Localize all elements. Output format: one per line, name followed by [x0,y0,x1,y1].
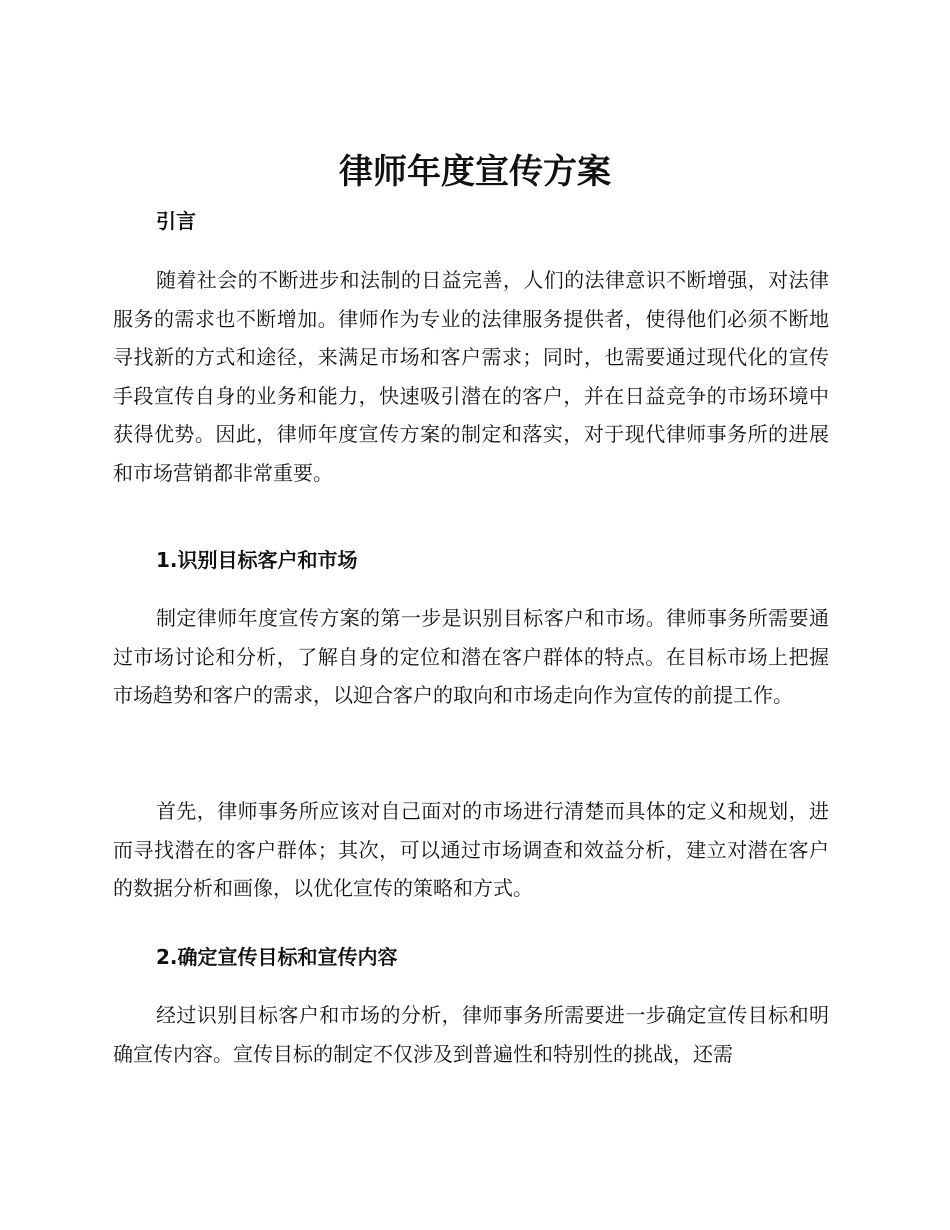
paragraph-intro: 随着社会的不断进步和法制的日益完善，人们的法律意识不断增强，对法律服务的需求也不断增加。律师作为专业的法律服务提供者，使得他们必须不断地寻找新的方式和途径，来满足市场和客户需求；同时，也需要通过现代化的宣传手段宣传自身的业务和能力，快速吸引潜在的客户，并在日益竞争的市场环境中获得优势。因此，律师年度宣传方案的制定和落实，对于现代律师事务所的进展和市场营销都非常重要。 [113,268,829,485]
paragraph-1-2: 首先，律师事务所应该对自己面对的市场进行清楚而具体的定义和规划，进而寻找潜在的客户群体；其次，可以通过市场调查和效益分析，建立对潜在客户的数据分析和画像，以优化宣传的策略和方式。 [113,799,829,900]
document-title: 律师年度宣传方案 [339,152,611,192]
paragraph-2-1: 经过识别目标客户和市场的分析，律师事务所需要进一步确定宣传目标和明确宣传内容。宣传目标的制定不仅涉及到普遍性和特别性的挑战，还需 [113,1003,829,1066]
section-heading-1: 1.识别目标客户和市场 [156,548,358,572]
paragraph-1-1: 制定律师年度宣传方案的第一步是识别目标客户和市场。律师事务所需要通过市场讨论和分析，了解自身的定位和潜在客户群体的特点。在目标市场上把握市场趋势和客户的需求，以迎合客户的取向和市场走向作为宣传的前提工作。 [113,606,829,707]
section-heading-intro: 引言 [156,209,196,233]
section-heading-2: 2.确定宣传目标和宣传内容 [156,945,398,969]
